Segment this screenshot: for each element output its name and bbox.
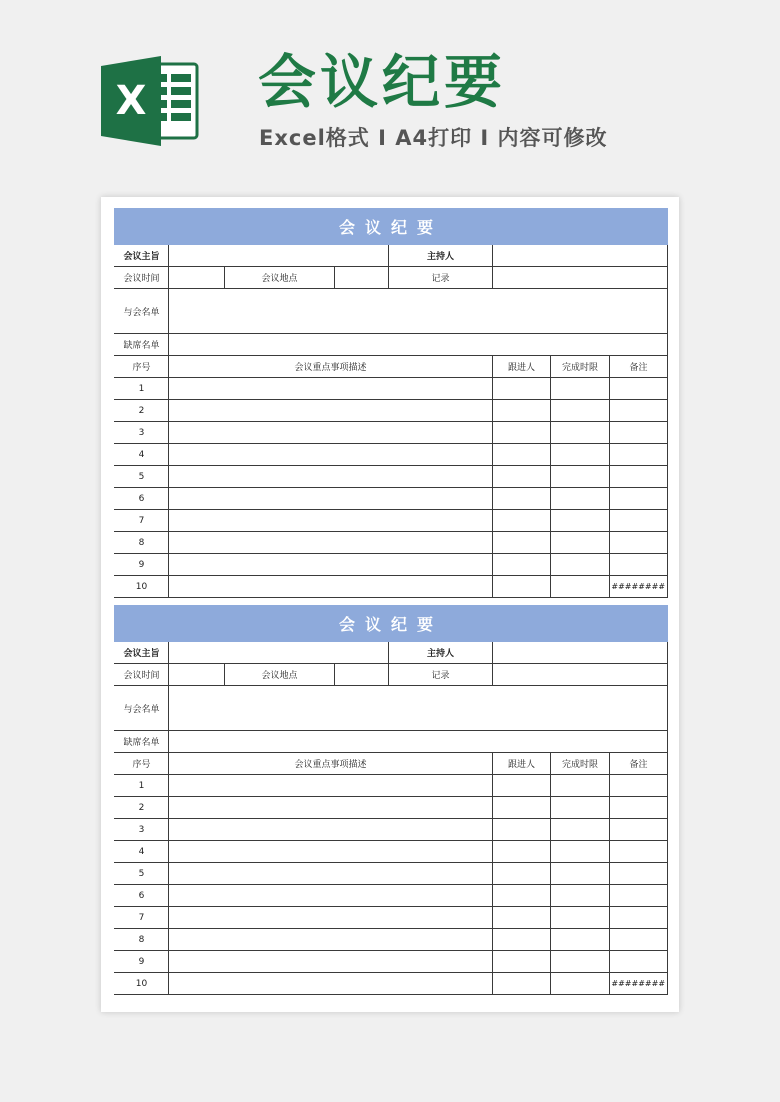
label-attendees: 与会名单 <box>115 686 169 731</box>
row-number: 3 <box>115 422 169 444</box>
table-row <box>115 554 668 576</box>
recorder-cell[interactable] <box>493 267 668 289</box>
host-cell[interactable] <box>493 642 668 664</box>
table-row <box>115 951 668 973</box>
follower-cell[interactable] <box>493 775 551 797</box>
remark-cell[interactable] <box>610 532 668 554</box>
deadline-cell[interactable] <box>551 797 610 819</box>
description-cell[interactable] <box>169 819 493 841</box>
attendees-cell[interactable] <box>169 686 668 731</box>
remark-cell[interactable] <box>610 378 668 400</box>
row-number: 8 <box>115 929 169 951</box>
location-cell[interactable] <box>335 267 389 289</box>
page-title: 会议纪要 <box>258 48 507 116</box>
header-remark: 备注 <box>610 356 668 378</box>
header-seq: 序号 <box>115 753 169 775</box>
remark-cell[interactable] <box>610 775 668 797</box>
table-row <box>115 444 668 466</box>
time-cell[interactable] <box>169 267 225 289</box>
description-cell[interactable] <box>169 422 493 444</box>
row-number: 7 <box>115 907 169 929</box>
header-description: 会议重点事项描述 <box>169 753 493 775</box>
follower-cell[interactable] <box>493 400 551 422</box>
follower-cell[interactable] <box>493 929 551 951</box>
label-theme: 会议主旨 <box>115 642 169 664</box>
deadline-cell[interactable] <box>551 973 610 995</box>
remark-cell[interactable] <box>610 885 668 907</box>
row-number: 9 <box>115 951 169 973</box>
theme-cell[interactable] <box>169 642 389 664</box>
page-subtitle: Excel格式 I A4打印 I 内容可修改 <box>259 126 608 150</box>
description-cell[interactable] <box>169 532 493 554</box>
remark-cell[interactable] <box>610 444 668 466</box>
table-row <box>115 885 668 907</box>
label-location: 会议地点 <box>225 664 335 686</box>
description-cell[interactable] <box>169 973 493 995</box>
table-row <box>115 973 668 995</box>
follower-cell[interactable] <box>493 951 551 973</box>
row-number: 2 <box>115 400 169 422</box>
follower-cell[interactable] <box>493 576 551 598</box>
table-row <box>115 532 668 554</box>
deadline-cell[interactable] <box>551 885 610 907</box>
deadline-cell[interactable] <box>551 510 610 532</box>
deadline-cell[interactable] <box>551 951 610 973</box>
follower-cell[interactable] <box>493 841 551 863</box>
row-number: 9 <box>115 554 169 576</box>
description-cell[interactable] <box>169 488 493 510</box>
header-deadline: 完成时限 <box>551 356 610 378</box>
remark-cell[interactable] <box>610 400 668 422</box>
row-number: 10 <box>115 973 169 995</box>
deadline-cell[interactable] <box>551 488 610 510</box>
page-header <box>0 0 780 190</box>
remark-cell[interactable] <box>610 797 668 819</box>
description-cell[interactable] <box>169 378 493 400</box>
remark-cell[interactable] <box>610 510 668 532</box>
label-recorder: 记录 <box>389 664 493 686</box>
row-number: 4 <box>115 444 169 466</box>
row-number: 10 <box>115 576 169 598</box>
label-theme: 会议主旨 <box>115 245 169 267</box>
label-recorder: 记录 <box>389 267 493 289</box>
host-cell[interactable] <box>493 245 668 267</box>
location-cell[interactable] <box>335 664 389 686</box>
deadline-cell[interactable] <box>551 466 610 488</box>
header-follower: 跟进人 <box>493 753 551 775</box>
row-number: 6 <box>115 885 169 907</box>
deadline-cell[interactable] <box>551 841 610 863</box>
label-absentees: 缺席名单 <box>115 731 169 753</box>
time-cell[interactable] <box>169 664 225 686</box>
description-cell[interactable] <box>169 863 493 885</box>
label-time: 会议时间 <box>115 664 169 686</box>
remark-cell[interactable] <box>610 819 668 841</box>
svg-text:X: X <box>115 78 147 124</box>
row-number: 8 <box>115 532 169 554</box>
label-location: 会议地点 <box>225 267 335 289</box>
remark-cell[interactable] <box>610 841 668 863</box>
description-cell[interactable] <box>169 951 493 973</box>
follower-cell[interactable] <box>493 488 551 510</box>
excel-logo-icon <box>101 56 199 146</box>
row-number: 2 <box>115 797 169 819</box>
header-remark: 备注 <box>610 753 668 775</box>
row-number: 5 <box>115 863 169 885</box>
follower-cell[interactable] <box>493 819 551 841</box>
deadline-cell[interactable] <box>551 929 610 951</box>
description-cell[interactable] <box>169 554 493 576</box>
label-attendees: 与会名单 <box>115 289 169 334</box>
remark-cell[interactable] <box>610 554 668 576</box>
remark-cell[interactable] <box>610 951 668 973</box>
description-cell[interactable] <box>169 510 493 532</box>
table-banner: 会议纪要 <box>115 209 668 245</box>
header-description: 会议重点事项描述 <box>169 356 493 378</box>
table-row <box>115 576 668 598</box>
follower-cell[interactable] <box>493 532 551 554</box>
label-time: 会议时间 <box>115 267 169 289</box>
description-cell[interactable] <box>169 907 493 929</box>
follower-cell[interactable] <box>493 885 551 907</box>
table-row <box>115 775 668 797</box>
row-number: 5 <box>115 466 169 488</box>
remark-cell[interactable] <box>610 466 668 488</box>
row-number: 3 <box>115 819 169 841</box>
header-follower: 跟进人 <box>493 356 551 378</box>
row-number: 1 <box>115 378 169 400</box>
row-number: 1 <box>115 775 169 797</box>
description-cell[interactable] <box>169 841 493 863</box>
follower-cell[interactable] <box>493 973 551 995</box>
table-row <box>115 488 668 510</box>
deadline-cell[interactable] <box>551 819 610 841</box>
deadline-cell[interactable] <box>551 532 610 554</box>
description-cell[interactable] <box>169 576 493 598</box>
recorder-cell[interactable] <box>493 664 668 686</box>
remark-cell[interactable] <box>610 863 668 885</box>
remark-cell[interactable] <box>610 422 668 444</box>
table-row <box>115 400 668 422</box>
table-row <box>115 466 668 488</box>
deadline-cell[interactable] <box>551 775 610 797</box>
follower-cell[interactable] <box>493 510 551 532</box>
label-host: 主持人 <box>389 245 493 267</box>
minutes-table-2 <box>114 605 668 995</box>
deadline-cell[interactable] <box>551 400 610 422</box>
theme-cell[interactable] <box>169 245 389 267</box>
remark-cell[interactable] <box>610 488 668 510</box>
description-cell[interactable] <box>169 797 493 819</box>
follower-cell[interactable] <box>493 378 551 400</box>
deadline-cell[interactable] <box>551 907 610 929</box>
table-row <box>115 378 668 400</box>
header-seq: 序号 <box>115 356 169 378</box>
table-row <box>115 797 668 819</box>
follower-cell[interactable] <box>493 797 551 819</box>
row-number: 4 <box>115 841 169 863</box>
table-row <box>115 819 668 841</box>
deadline-cell[interactable] <box>551 576 610 598</box>
description-cell[interactable] <box>169 400 493 422</box>
description-cell[interactable] <box>169 775 493 797</box>
attendees-cell[interactable] <box>169 289 668 334</box>
row-number: 7 <box>115 510 169 532</box>
follower-cell[interactable] <box>493 466 551 488</box>
table-row <box>115 907 668 929</box>
table-row <box>115 841 668 863</box>
deadline-cell[interactable] <box>551 422 610 444</box>
deadline-cell[interactable] <box>551 554 610 576</box>
description-cell[interactable] <box>169 929 493 951</box>
table-row <box>115 422 668 444</box>
deadline-cell[interactable] <box>551 444 610 466</box>
remark-cell[interactable] <box>610 907 668 929</box>
table-row <box>115 863 668 885</box>
follower-cell[interactable] <box>493 863 551 885</box>
description-cell[interactable] <box>169 466 493 488</box>
follower-cell[interactable] <box>493 907 551 929</box>
absentees-cell[interactable] <box>169 334 668 356</box>
absentees-cell[interactable] <box>169 731 668 753</box>
follower-cell[interactable] <box>493 554 551 576</box>
follower-cell[interactable] <box>493 422 551 444</box>
deadline-cell[interactable] <box>551 863 610 885</box>
minutes-table-1 <box>114 208 668 598</box>
follower-cell[interactable] <box>493 444 551 466</box>
description-cell[interactable] <box>169 885 493 907</box>
label-absentees: 缺席名单 <box>115 334 169 356</box>
description-cell[interactable] <box>169 444 493 466</box>
table-row <box>115 929 668 951</box>
header-deadline: 完成时限 <box>551 753 610 775</box>
remark-cell[interactable]: ######## <box>610 973 668 995</box>
deadline-cell[interactable] <box>551 378 610 400</box>
remark-cell[interactable] <box>610 929 668 951</box>
remark-cell[interactable]: ######## <box>610 576 668 598</box>
label-host: 主持人 <box>389 642 493 664</box>
table-row <box>115 510 668 532</box>
row-number: 6 <box>115 488 169 510</box>
table-banner: 会议纪要 <box>115 606 668 642</box>
